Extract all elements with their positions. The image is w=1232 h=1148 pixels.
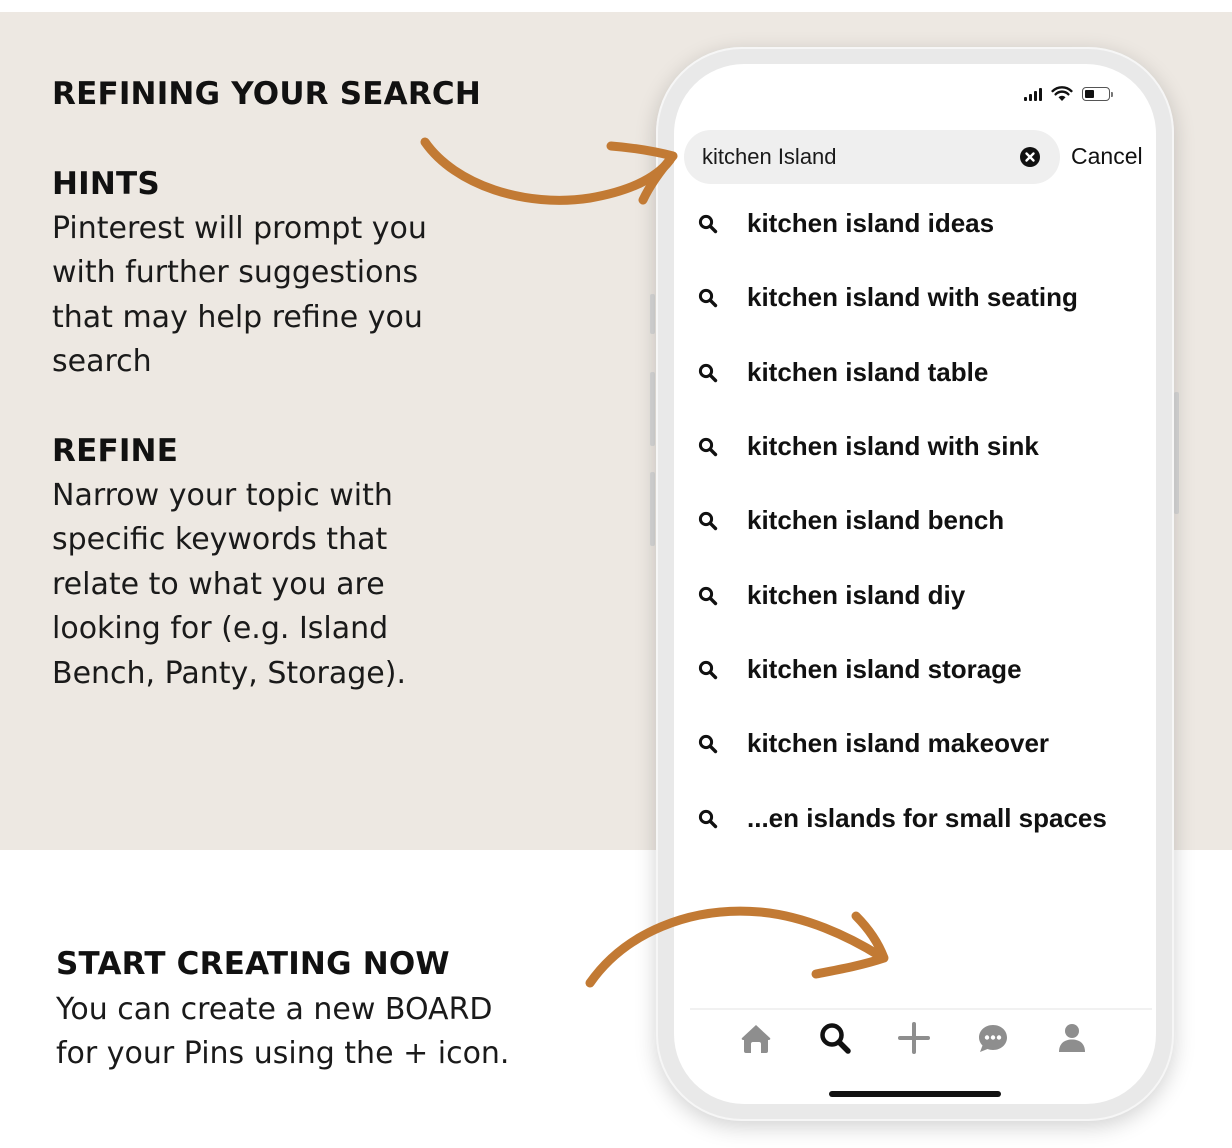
tab-search[interactable]: [815, 1018, 855, 1058]
suggestion-label: kitchen island table: [747, 357, 989, 387]
page-title: REFINING YOUR SEARCH: [52, 76, 482, 112]
search-icon: [698, 734, 718, 754]
tab-messages[interactable]: [973, 1018, 1013, 1058]
search-icon: [818, 1021, 852, 1055]
search-icon: [698, 809, 718, 829]
suggestion-item[interactable]: [690, 273, 1150, 323]
phone-mute-switch: [650, 294, 655, 334]
status-bar: [1024, 82, 1110, 106]
start-creating-heading: START CREATING NOW: [56, 946, 450, 982]
phone-volume-up: [650, 372, 655, 446]
arrow-to-tab-bar-icon: [580, 898, 900, 998]
arrow-to-search-icon: [415, 130, 685, 220]
suggestion-item[interactable]: [690, 199, 1150, 249]
suggestion-label: kitchen island with sink: [747, 431, 1039, 461]
cancel-button[interactable]: Cancel: [1071, 143, 1143, 169]
search-icon: [698, 437, 718, 457]
start-creating-line: for your Pins using the + icon.: [56, 1036, 510, 1071]
suggestion-label: kitchen island bench: [747, 505, 1005, 535]
search-icon: [698, 288, 718, 308]
search-icon: [698, 214, 718, 234]
search-query-text: kitchen Island: [702, 144, 837, 169]
phone-power-button: [1174, 392, 1179, 514]
suggestion-item[interactable]: [690, 645, 1150, 695]
suggestion-label: kitchen island ideas: [747, 208, 995, 238]
tab-bar-divider: [690, 1008, 1152, 1010]
start-creating-line: You can create a new BOARD: [56, 992, 493, 1027]
home-icon: [739, 1021, 773, 1055]
suggestion-item[interactable]: [690, 571, 1150, 621]
suggestion-item[interactable]: [690, 348, 1150, 398]
battery-icon: [1082, 87, 1110, 101]
wifi-icon: [1051, 85, 1073, 103]
clear-search-button[interactable]: [1020, 147, 1040, 167]
tab-create[interactable]: [894, 1018, 934, 1058]
tab-profile[interactable]: [1052, 1018, 1092, 1058]
suggestion-label: ...en islands for small spaces: [747, 803, 1107, 833]
chat-bubble-icon: [976, 1021, 1010, 1055]
hints-line: search: [52, 344, 152, 379]
plus-icon: [897, 1021, 931, 1055]
suggestion-item[interactable]: [690, 794, 1150, 844]
suggestion-item[interactable]: [690, 422, 1150, 472]
person-icon: [1055, 1021, 1089, 1055]
cellular-signal-icon: [1024, 87, 1042, 101]
home-indicator: [829, 1091, 1001, 1097]
refine-line: relate to what you are: [52, 567, 385, 602]
close-icon: [1020, 147, 1040, 167]
search-input[interactable]: [684, 130, 1060, 184]
search-icon: [698, 363, 718, 383]
hints-heading: HINTS: [52, 166, 160, 202]
suggestion-item[interactable]: [690, 496, 1150, 546]
refine-line: Bench, Panty, Storage).: [52, 656, 406, 691]
refine-line: specific keywords that: [52, 522, 388, 557]
search-icon: [698, 660, 718, 680]
suggestion-label: kitchen island storage: [747, 654, 1022, 684]
suggestion-label: kitchen island makeover: [747, 728, 1050, 758]
hints-line: Pinterest will prompt you: [52, 211, 427, 246]
suggestion-item[interactable]: [690, 719, 1150, 769]
refine-line: Narrow your topic with: [52, 478, 393, 513]
suggestion-label: kitchen island with seating: [747, 282, 1078, 312]
search-icon: [698, 511, 718, 531]
tab-home[interactable]: [736, 1018, 776, 1058]
search-icon: [698, 586, 718, 606]
hints-line: that may help refine you: [52, 300, 423, 335]
refine-line: looking for (e.g. Island: [52, 611, 389, 646]
suggestion-label: kitchen island diy: [747, 580, 966, 610]
refine-heading: REFINE: [52, 433, 179, 469]
hints-line: with further suggestions: [52, 255, 419, 290]
phone-volume-down: [650, 472, 655, 546]
